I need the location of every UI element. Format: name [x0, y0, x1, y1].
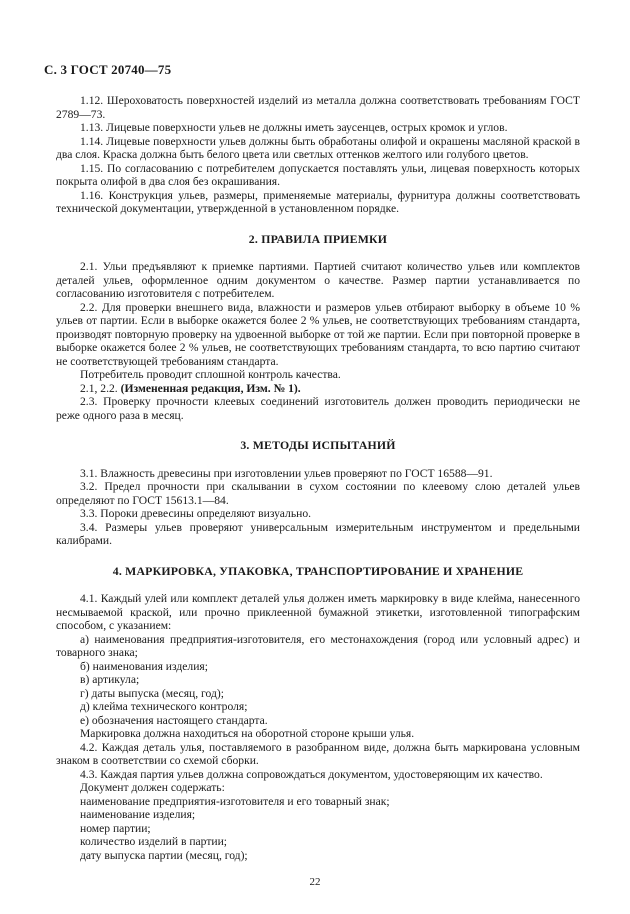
- paragraph-4-1: 4.1. Каждый улей или комплект деталей улья должен иметь маркировку в виде клейма, нанесенного несмываемой краской, или прочно приклеенной бумажной этикетки, изготовленной типографским способом, с указанием:: [56, 592, 580, 632]
- amendment-note: (Измененная редакция, Изм. № 1).: [120, 381, 301, 395]
- doc-list-item: дату выпуска партии (месяц, год);: [80, 848, 248, 862]
- paragraph-1-16: 1.16. Конструкция ульев, размеры, применяемые материалы, фурнитура должны соответствовать технической документации, утвержденной в установленном порядке.: [56, 188, 580, 215]
- amendment-ref: 2.1, 2.2.: [80, 381, 121, 395]
- paragraph-1-15: 1.15. По согласованию с потребителем допускается поставлять ульи, лицевая поверхность которых покрыта олифой в два слоя без окрашивания.: [56, 161, 580, 188]
- doc-list-item: наименование изделия;: [80, 808, 196, 821]
- paragraph-3-2: 3.2. Предел прочности при скалывании в сухом состоянии по клеевому слою деталей ульев определяют по ГОСТ 15613.1—84.: [56, 480, 580, 507]
- paragraph-3-3: 3.3. Пороки древесины определяют визуально.: [80, 507, 312, 520]
- paragraph-2-1: 2.1. Ульи предъявляют к приемке партиями. Партией считают количество ульев или комплектов деталей ульев, оформленное одним документом о качестве. Размер партии устанавливается по согласованию изготовителя с потребителем.: [56, 260, 580, 300]
- document-body: [56, 94, 580, 862]
- paragraph-2-control: Потребитель проводит сплошной контроль качества.: [80, 368, 341, 381]
- paragraph-1-13: 1.13. Лицевые поверхности ульев не должны иметь заусенцев, острых кромок и углов.: [80, 121, 508, 134]
- list-item: в) артикула;: [80, 673, 140, 686]
- paragraph-1-14: 1.14. Лицевые поверхности ульев должны быть обработаны олифой и окрашены масляной краской в два слоя. Краска должна быть белого цвета или светлых оттенков желтого или голубого цветов.: [56, 134, 580, 161]
- paragraph-4-2: 4.2. Каждая деталь улья, поставляемого в разобранном виде, должна быть маркирована условным знаком в соответствии со схемой сборки.: [56, 740, 580, 767]
- paragraph-2-3: 2.3. Проверку прочности клеевых соединений изготовитель должен проводить периодически не реже одного раза в месяц.: [56, 395, 580, 422]
- page-number: 22: [309, 876, 321, 888]
- section-2-title: 2. ПРАВИЛА ПРИЕМКИ: [248, 231, 388, 246]
- paragraph-4-3: 4.3. Каждая партия ульев должна сопровождаться документом, удостоверяющим их качество.: [80, 767, 543, 781]
- section-4-title: 4. МАРКИРОВКА, УПАКОВКА, ТРАНСПОРТИРОВАНИЕ И ХРАНЕНИЕ: [112, 563, 524, 578]
- section-3-title: 3. МЕТОДЫ ИСПЫТАНИЙ: [240, 438, 396, 452]
- list-item: а) наименования предприятия-изготовителя, его местонахождения (город или условный адрес) и товарного знака;: [56, 632, 580, 659]
- doc-list-item: наименование предприятия-изготовителя и его товарный знак;: [80, 794, 390, 808]
- list-item: е) обозначения настоящего стандарта.: [80, 713, 268, 727]
- list-item: б) наименования изделия;: [80, 659, 208, 673]
- paragraph-4-marking-location: Маркировка должна находиться на оборотной стороне крыши улья.: [80, 727, 415, 740]
- doc-list-item: количество изделий в партии;: [80, 835, 228, 848]
- paragraph-2-amendment: [56, 382, 580, 396]
- paragraph-1-12: 1.12. Шероховатость поверхностей изделий из металла должна соответствовать требованиям ГОСТ 2789—73.: [56, 94, 580, 121]
- list-item: д) клейма технического контроля;: [80, 700, 248, 713]
- paragraph-4-doc-contents: Документ должен содержать:: [80, 781, 225, 794]
- paragraph-2-2: 2.2. Для проверки внешнего вида, влажности и размеров ульев отбирают выборку в объеме 10 % ульев от партии. Если в выборке окажется более 2 % ульев, не соответствующих требованиям стандарта, производят повторную проверку на удвоенной выборке от той же партии. Если при повторной проверке в выборке окажется более 2 % ульев, не соответствующих требованиям стандарта, то всю партию считают не соответствующей требованиям стандарта.: [56, 300, 580, 368]
- doc-list-item: номер партии;: [80, 821, 151, 835]
- paragraph-3-1: 3.1. Влажность древесины при изготовлении ульев проверяют по ГОСТ 16588—91.: [80, 466, 493, 480]
- list-item: г) даты выпуска (месяц, год);: [80, 686, 224, 700]
- paragraph-3-4: 3.4. Размеры ульев проверяют универсальным измерительным инструментом и предельными калибрами.: [56, 520, 580, 547]
- page-header: С. 3 ГОСТ 20740—75: [44, 62, 172, 77]
